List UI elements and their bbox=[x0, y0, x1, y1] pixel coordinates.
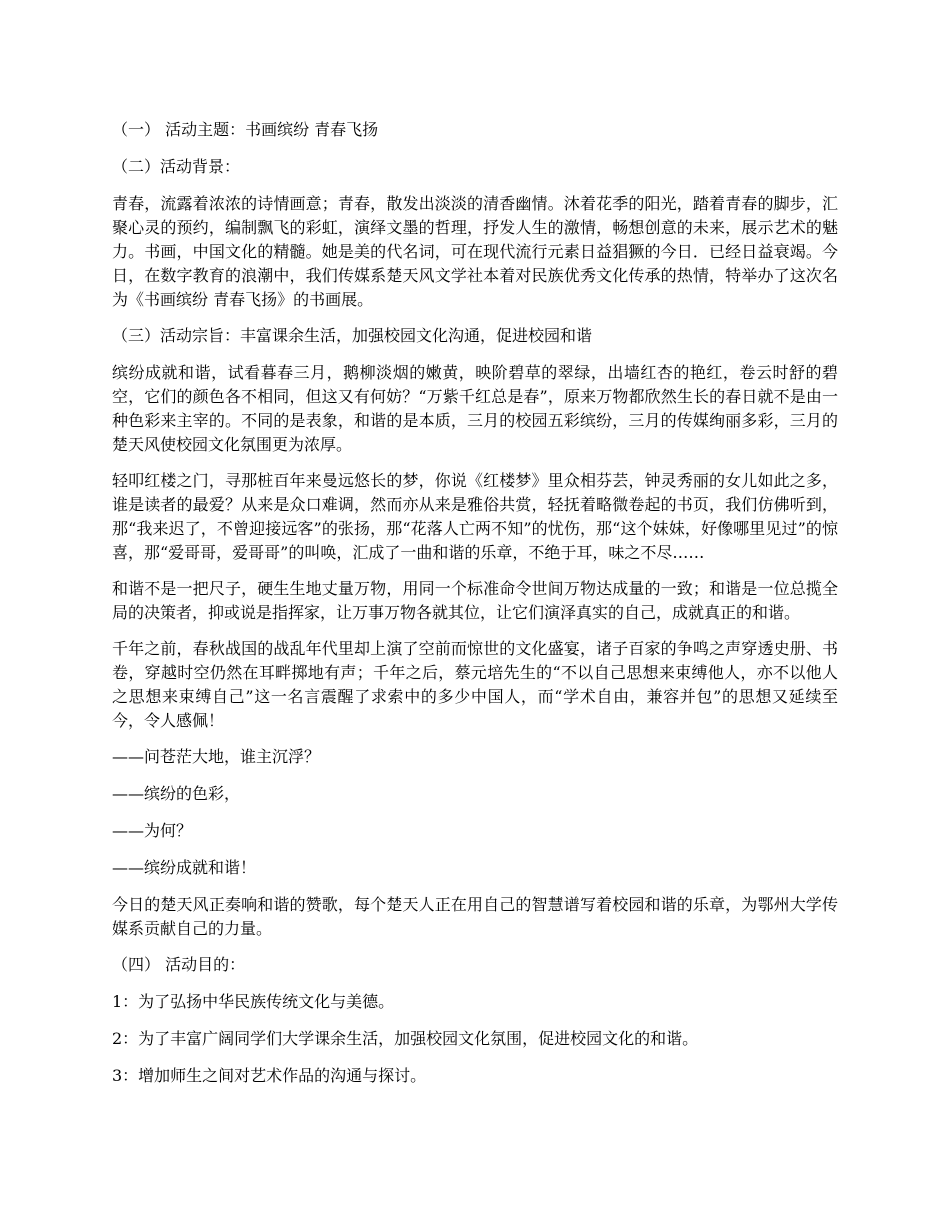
purpose-paragraph-5: 今日的楚天风正奏响和谐的赞歌，每个楚天人正在用自己的智慧谱写着校园和谐的乐章，为鄂州大学传媒系贡献自己的力量。 bbox=[112, 895, 838, 938]
section-heading-purpose: （三）活动宗旨：丰富课余生活，加强校园文化沟通，促进校园和谐 bbox=[112, 326, 593, 345]
dash-line-4: ——缤纷成就和谐！ bbox=[112, 858, 257, 877]
background-paragraph: 青春，流露着浓浓的诗情画意；青春，散发出淡淡的清香幽情。沐着花季的阳光，踏着青春的脚步，汇聚心灵的预约，编制飘飞的彩虹，演绎文墨的哲理，抒发人生的激情，畅想创意的未来，展示艺术的魅力。书画，中国文化的精髓。她是美的代名词，可在现代流行元素日益猖獗的今日．已经日益衰竭。今日，在数字教育的浪潮中，我们传媒系楚天风文学社本着对民族优秀文化传承的热情，特举办了这次名为《书画缤纷 青春飞扬》的书画展。 bbox=[112, 194, 838, 309]
document-body bbox=[112, 118, 838, 1101]
section-heading-goals: （四） 活动目的： bbox=[112, 955, 246, 974]
goal-item-1: 1：为了弘扬中华民族传统文化与美德。 bbox=[112, 992, 395, 1011]
purpose-paragraph-3: 和谐不是一把尺子，硬生生地丈量万物，用同一个标准命令世间万物达成量的一致；和谐是一位总揽全局的决策者，抑或说是指挥家，让万事万物各就其位，让它们演泽真实的自己，成就真正的和谐。 bbox=[112, 579, 838, 622]
section-heading-theme: （一） 活动主题：书画缤纷 青春飞扬 bbox=[112, 120, 379, 139]
goal-item-3: 3：增加师生之间对艺术作品的沟通与探讨。 bbox=[112, 1066, 427, 1085]
dash-line-3: ——为何？ bbox=[112, 821, 193, 840]
dash-line-2: ——缤纷的色彩， bbox=[112, 784, 241, 803]
purpose-paragraph-2: 轻叩红楼之门，寻那桩百年来曼远悠长的梦，你说《红楼梦》里众相芬芸，钟灵秀丽的女儿如此之多，谁是读者的最爱？从来是众口难调，然而亦从来是雅俗共赏，轻抚着略微卷起的书页，我们仿佛听到，那“我来迟了，不曾迎接远客”的张扬，那“花落人亡两不知”的忧伤，那“这个妹妹，好像哪里见过”的惊喜，那“爱哥哥，爱哥哥”的叫唤，汇成了一曲和谐的乐章，不绝于耳，味之不尽…… bbox=[112, 471, 838, 562]
purpose-paragraph-4: 千年之前，春秋战国的战乱年代里却上演了空前而惊世的文化盛宴，诸子百家的争鸣之声穿透史册、书卷，穿越时空仍然在耳畔掷地有声；千年之后，蔡元培先生的“不以自己思想来束缚他人，亦不以他人之思想来束缚自己”这一名言震醒了求索中的多少中国人，而“学术自由，兼容并包”的思想又延续至今，令人感佩！ bbox=[112, 639, 838, 730]
dash-line-1: ——问苍茫大地，谁主沉浮？ bbox=[112, 747, 321, 766]
goal-item-2: 2：为了丰富广阔同学们大学课余生活，加强校园文化氛围，促进校园文化的和谐。 bbox=[112, 1029, 699, 1048]
section-heading-background: （二）活动背景： bbox=[112, 157, 241, 176]
purpose-paragraph-1: 缤纷成就和谐，试看暮春三月，鹅柳淡烟的嫩黄，映阶碧草的翠绿，出墙红杏的艳红，卷云时舒的碧空，它们的颜色各不相同，但这又有何妨？“万紫千红总是春”，原来万物都欣然生长的春日就不是由一种色彩来主宰的。不同的是表象，和谐的是本质，三月的校园五彩缤纷，三月的传媒绚丽多彩，三月的楚天风使校园文化氛围更为浓厚。 bbox=[112, 363, 838, 454]
